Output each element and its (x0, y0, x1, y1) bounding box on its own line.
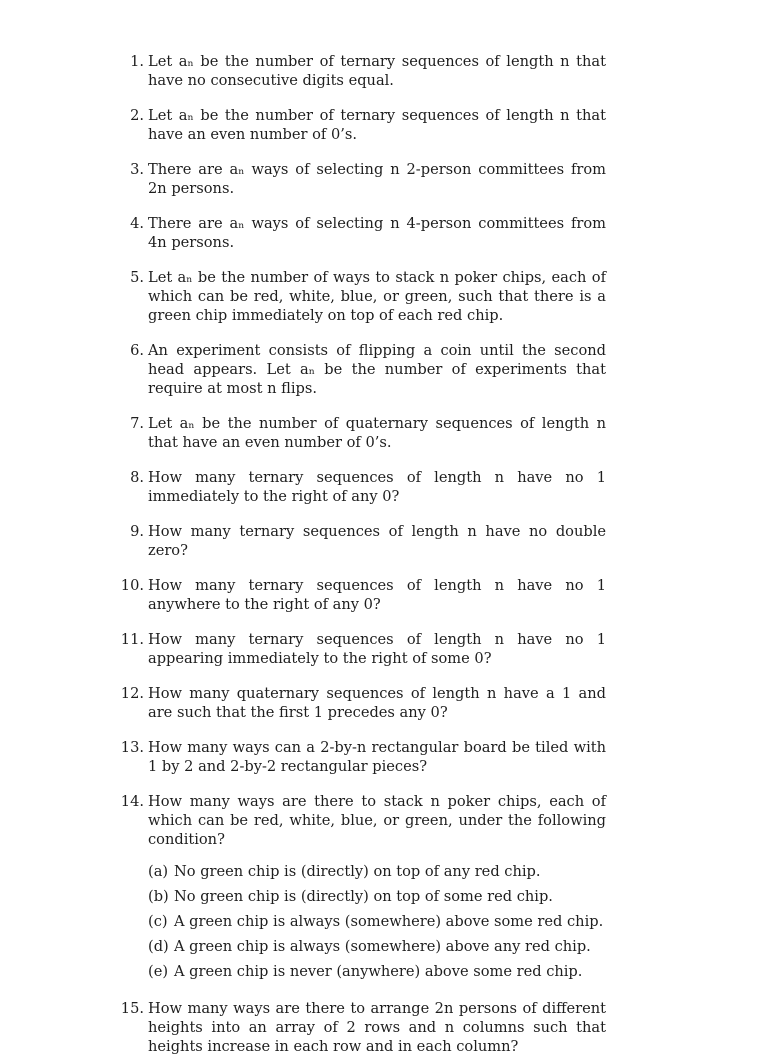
problem-number: 9. (130, 523, 144, 540)
subitem-c (148, 912, 606, 931)
problem-text: There are aₙ ways of selecting n 2-person committees from 2n persons. (148, 161, 606, 197)
problem-6 (0, 341, 768, 398)
problem-12 (0, 684, 768, 722)
problem-text: Let aₙ be the number of ternary sequences of length n that have no consecutive digits equal. (148, 53, 606, 89)
problem-text: How many quaternary sequences of length n have a 1 and are such that the first 1 precedes any 0? (148, 685, 606, 721)
subitem-text: No green chip is (directly) on top of any red chip. (174, 863, 541, 880)
problem-number: 2. (130, 107, 144, 124)
problem-text: How many ternary sequences of length n have no 1 anywhere to the right of any 0? (148, 577, 606, 613)
problem-number: 8. (130, 469, 144, 486)
problem-number: 14. (120, 793, 144, 810)
problem-number: 5. (130, 269, 144, 286)
problem-number: 4. (130, 215, 144, 232)
subitem-d (148, 937, 606, 956)
problem-7 (0, 414, 768, 452)
problem-number: 1. (130, 53, 144, 70)
subitem-list (148, 862, 606, 981)
subitem-label: (e) (148, 963, 169, 980)
problem-text: How many ternary sequences of length n have no 1 immediately to the right of any 0? (148, 469, 606, 505)
problem-3 (0, 160, 768, 198)
subitem-text: A green chip is always (somewhere) above any red chip. (174, 938, 591, 955)
problem-number: 7. (130, 415, 144, 432)
problem-text: How many ternary sequences of length n have no 1 appearing immediately to the right of some 0? (148, 631, 606, 667)
problem-4 (0, 214, 768, 252)
subitem-label: (c) (148, 913, 168, 930)
problem-number: 3. (130, 161, 144, 178)
subitem-text: A green chip is never (anywhere) above some red chip. (174, 963, 583, 980)
problem-list (0, 52, 768, 1056)
problem-text: How many ternary sequences of length n have no double zero? (148, 523, 606, 559)
problem-text: An experiment consists of flipping a coin until the second head appears. Let aₙ be the number of experiments that require at most n flips. (148, 342, 606, 397)
subitem-label: (a) (148, 863, 169, 880)
subitem-b (148, 887, 606, 906)
problem-11 (0, 630, 768, 668)
problem-5 (0, 268, 768, 325)
problem-text: Let aₙ be the number of quaternary sequences of length n that have an even number of 0’s. (148, 415, 606, 451)
subitem-label: (d) (148, 938, 169, 955)
problem-text: Let aₙ be the number of ways to stack n poker chips, each of which can be red, white, blue, or green, such that there is a green chip immediately on top of each red chip. (148, 269, 606, 324)
problem-text: There are aₙ ways of selecting n 4-person committees from 4n persons. (148, 215, 606, 251)
problem-text: Let aₙ be the number of ternary sequences of length n that have an even number of 0’s. (148, 107, 606, 143)
problem-1 (0, 52, 768, 90)
problem-number: 12. (120, 685, 144, 702)
problem-text: How many ways are there to arrange 2n persons of different heights into an array of 2 rows and n columns such that heights increase in each row and in each column? (148, 1000, 606, 1055)
subitem-text: A green chip is always (somewhere) above some red chip. (174, 913, 604, 930)
problem-2 (0, 106, 768, 144)
problem-number: 11. (120, 631, 144, 648)
problem-9 (0, 522, 768, 560)
subitem-a (148, 862, 606, 881)
problem-body (148, 792, 606, 987)
problem-14 (0, 792, 768, 987)
problem-13 (0, 738, 768, 776)
problem-number: 13. (120, 739, 144, 756)
problem-number: 10. (120, 577, 144, 594)
subitem-text: No green chip is (directly) on top of some red chip. (174, 888, 553, 905)
problem-number: 6. (130, 342, 144, 359)
problem-15 (0, 999, 768, 1056)
problem-number: 15. (120, 1000, 144, 1017)
problem-10 (0, 576, 768, 614)
subitem-label: (b) (148, 888, 169, 905)
problem-text: How many ways are there to stack n poker chips, each of which can be red, white, blue, or green, under the following condition? (148, 793, 606, 848)
problem-text: How many ways can a 2-by-n rectangular board be tiled with 1 by 2 and 2-by-2 rectangular pieces? (148, 739, 606, 775)
subitem-e (148, 962, 606, 981)
problem-8 (0, 468, 768, 506)
